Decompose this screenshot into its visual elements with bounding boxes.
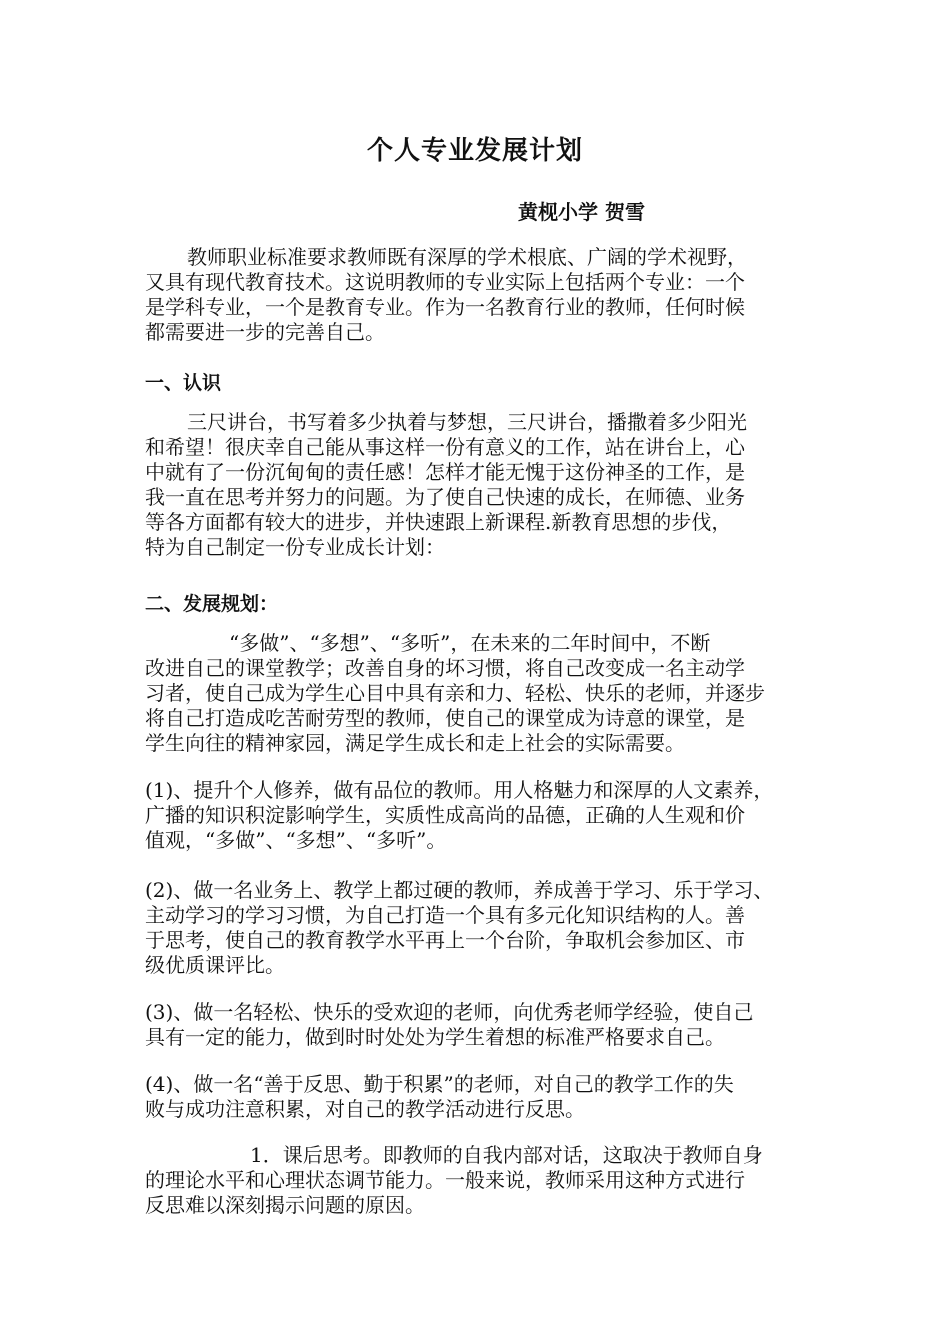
- paragraph-line: 反思难以深刻揭示问题的原因。: [145, 1193, 425, 1217]
- paragraph-line: 广播的知识积淀影响学生，实质性成高尚的品德，正确的人生观和价: [145, 803, 745, 827]
- paragraph-line: 主动学习的学习习惯，为自己打造一个具有多元化知识结构的人。善: [145, 903, 745, 927]
- paragraph-line: 和希望！很庆幸自己能从事这样一份有意义的工作，站在讲台上，心: [145, 435, 745, 459]
- paragraph-line: 中就有了一份沉甸甸的责任感！怎样才能无愧于这份神圣的工作，是: [145, 460, 745, 484]
- intro-paragraph: [145, 245, 825, 345]
- paragraph-line: 我一直在思考并努力的问题。为了使自己快速的成长，在师德、业务: [145, 485, 745, 509]
- section-heading-understanding: 一、认识: [145, 372, 222, 394]
- section-heading-plan: 二、发展规划：: [145, 593, 279, 615]
- paragraph-line: (2)、做一名业务上、教学上都过硬的教师，养成善于学习、乐于学习、: [145, 878, 774, 902]
- paragraph-line: (1)、提升个人修养，做有品位的教师。用人格魅力和深厚的人文素养，: [145, 778, 774, 802]
- paragraph-line: 习者，使自己成为学生心目中具有亲和力、轻松、快乐的老师，并逐步: [145, 681, 765, 705]
- paragraph-line: “多做”、“多想”、“多听”，在未来的二年时间中，不断: [229, 631, 711, 655]
- paragraph-line: 改进自己的课堂教学；改善自身的坏习惯，将自己改变成一名主动学: [145, 656, 745, 680]
- paragraph-line: 三尺讲台，书写着多少执着与梦想，三尺讲台，播撒着多少阳光: [187, 410, 747, 434]
- plan-intro-paragraph: [145, 631, 825, 756]
- paragraph-line: 是学科专业，一个是教育专业。作为一名教育行业的教师，任何时候: [145, 295, 745, 319]
- paragraph-line: 败与成功注意积累，对自己的教学活动进行反思。: [145, 1097, 585, 1121]
- plan-item-2: [145, 878, 825, 978]
- paragraph-line: 学生向往的精神家园，满足学生成长和走上社会的实际需要。: [145, 731, 685, 755]
- paragraph-line: (4)、做一名“善于反思、勤于积累”的老师，对自己的教学工作的失: [145, 1072, 734, 1096]
- paragraph-line: 特为自己制定一份专业成长计划：: [145, 535, 445, 559]
- plan-subitem-1: [145, 1143, 825, 1218]
- plan-item-4: [145, 1072, 825, 1122]
- paragraph-line: 的理论水平和心理状态调节能力。一般来说，教师采用这种方式进行: [145, 1168, 745, 1192]
- plan-item-3: [145, 1000, 825, 1050]
- understanding-paragraph: [145, 410, 825, 560]
- paragraph-line: 于思考，使自己的教育教学水平再上一个台阶，争取机会参加区、市: [145, 928, 745, 952]
- paragraph-line: 等各方面都有较大的进步，并快速跟上新课程.新教育思想的步伐，: [145, 510, 732, 534]
- paragraph-line: 级优质课评比。: [145, 953, 285, 977]
- paragraph-line: 教师职业标准要求教师既有深厚的学术根底、广阔的学术视野，: [187, 245, 747, 269]
- paragraph-line: 都需要进一步的完善自己。: [145, 320, 385, 344]
- paragraph-line: 具有一定的能力，做到时时处处为学生着想的标准严格要求自己。: [145, 1025, 725, 1049]
- paragraph-line: 值观，“多做”、“多想”、“多听”。: [145, 828, 447, 852]
- document-title: 个人专业发展计划: [366, 136, 583, 166]
- paragraph-line: (3)、做一名轻松、快乐的受欢迎的老师，向优秀老师学经验，使自己: [145, 1000, 754, 1024]
- paragraph-line: 1．课后思考。即教师的自我内部对话，这取决于教师自身: [250, 1143, 763, 1167]
- plan-item-1: [145, 778, 825, 853]
- paragraph-line: 将自己打造成吃苦耐劳型的教师，使自己的课堂成为诗意的课堂，是: [145, 706, 745, 730]
- paragraph-line: 又具有现代教育技术。这说明教师的专业实际上包括两个专业：一个: [145, 270, 745, 294]
- author-line: 黄枧小学 贺雪: [518, 200, 645, 224]
